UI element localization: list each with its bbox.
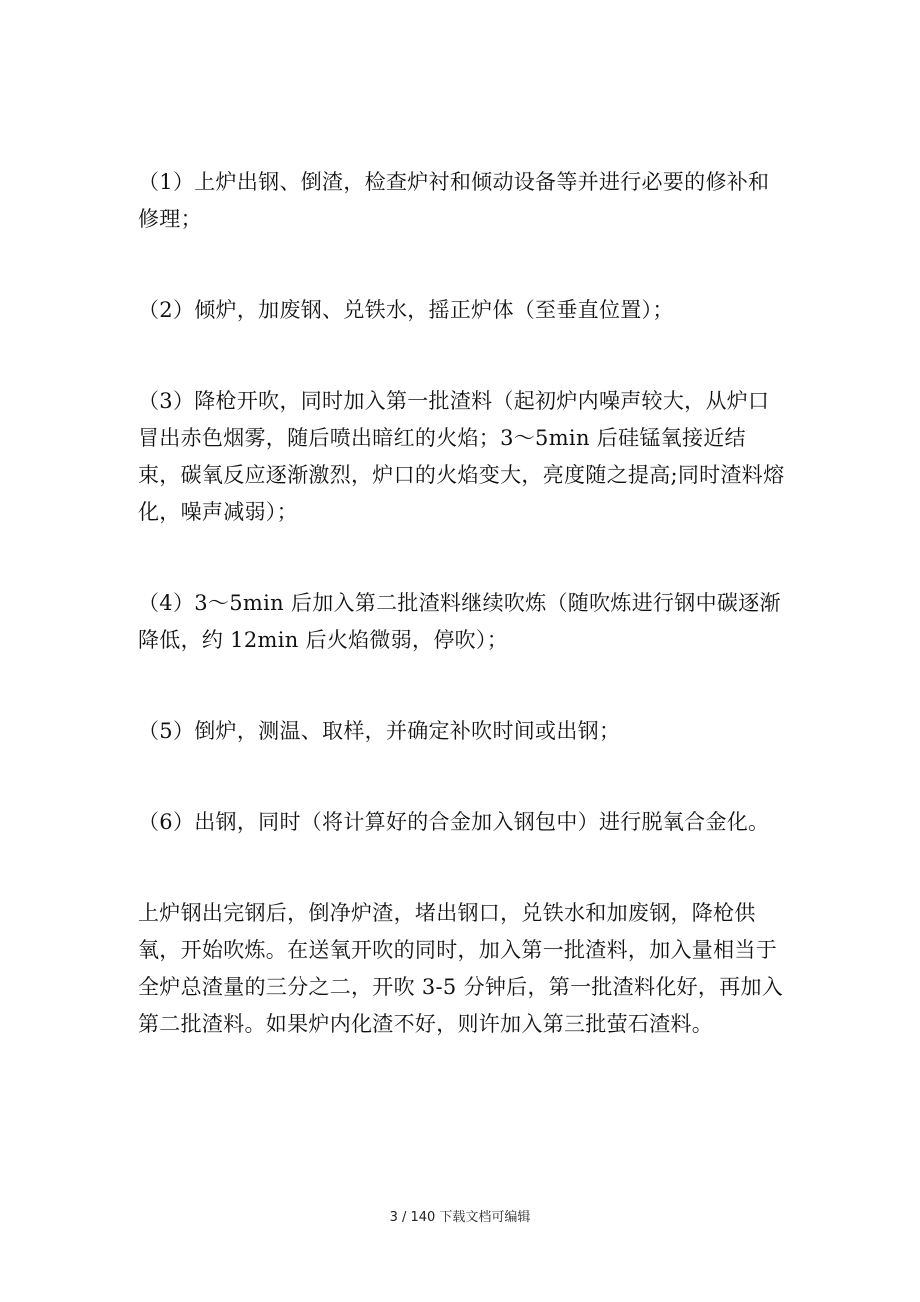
- paragraph-step-5: （5）倒炉，测温、取样，并确定补吹时间或出钢；: [138, 719, 621, 743]
- paragraph-step-2: （2）倾炉，加废钢、兑铁水，摇正炉体（至垂直位置）；: [138, 298, 674, 322]
- paragraph-step-1: （1）上炉出钢、倒渣，检查炉衬和倾动设备等并进行必要的修补和修理；: [138, 170, 770, 231]
- paragraph-step-3: （3）降枪开吹，同时加入第一批渣料（起初炉内噪声较大，从炉口冒出赤色烟雾，随后喷出暗红的火焰；3～5min 后硅锰氧接近结束，碳氧反应逐渐激烈，炉口的火焰变大，亮度随之提高;同时渣料熔化，噪声减弱）；: [138, 389, 785, 524]
- paragraph-step-6: （6）出钢，同时（将计算好的合金加入钢包中）进行脱氧合金化。: [138, 810, 770, 834]
- page-footer: 3 / 140 下载文档可编辑: [389, 1210, 531, 1225]
- paragraph-summary: 上炉钢出完钢后，倒净炉渣，堵出钢口，兑铁水和加废钢，降枪供氧，开始吹炼。在送氧开吹的同时，加入第一批渣料，加入量相当于全炉总渣量的三分之二，开吹 3-5 分钟后，第一批渣料化好，再加入第二批渣料。如果炉内化渣不好，则许加入第三批萤石渣料。: [138, 901, 784, 1036]
- paragraph-step-4: （4）3～5min 后加入第二批渣料继续吹炼（随吹炼进行钢中碳逐渐降低，约 12min 后火焰微弱，停吹）；: [138, 591, 781, 652]
- document-body: [138, 164, 788, 1043]
